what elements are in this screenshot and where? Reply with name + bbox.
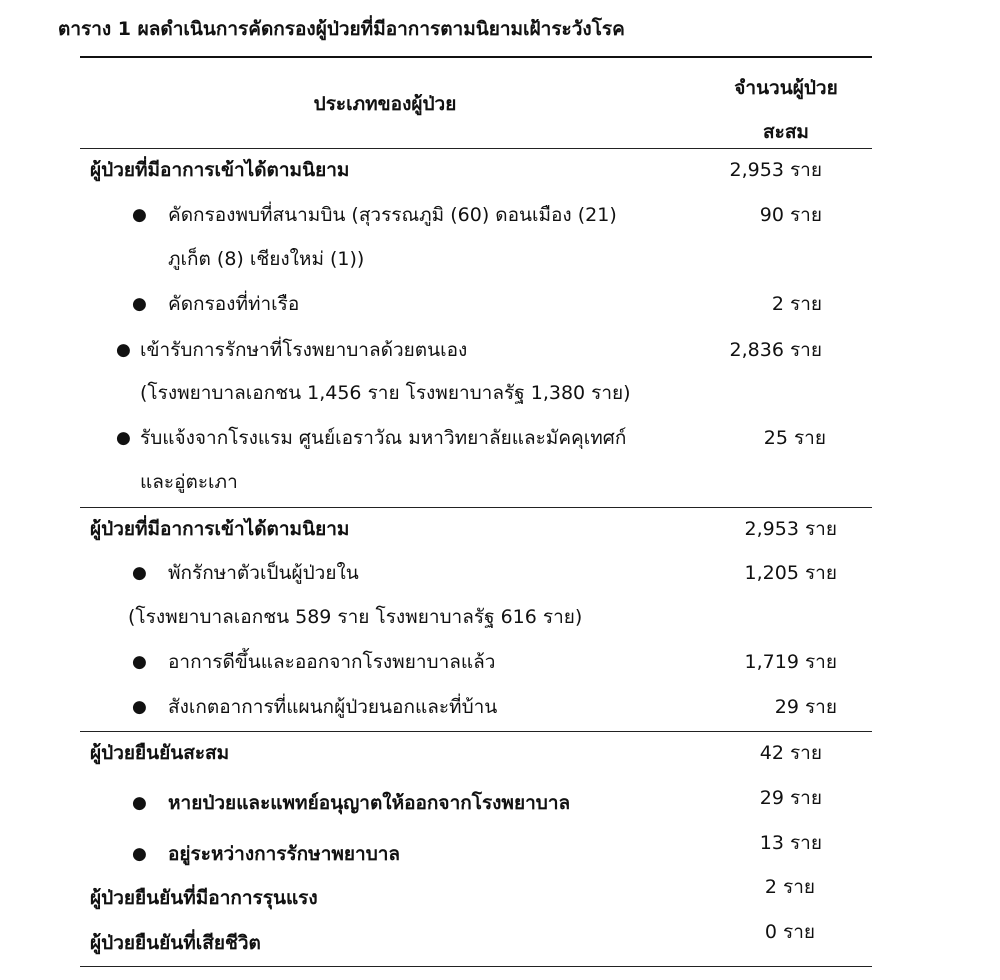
section1-item1-value: 90 ราย [759, 204, 822, 226]
severe-label: ผู้ป่วยยืนยันที่มีอาการรุนแรง [90, 887, 318, 909]
section2-rule [80, 731, 872, 732]
bullet-icon: ● [116, 340, 131, 360]
header-rule [80, 148, 872, 149]
section3-total: 42 ราย [759, 742, 822, 764]
section2-item1-value: 1,205 ราย [744, 562, 837, 584]
section1-item4-line2: และอู่ตะเภา [140, 471, 238, 493]
severe-value: 2 ราย [764, 876, 815, 898]
section2-item1-line2: (โรงพยาบาลเอกชน 589 ราย โรงพยาบาลรัฐ 616 ราย) [128, 606, 583, 628]
section3-item2-line1: อยู่ระหว่างการรักษาพยาบาล [168, 843, 401, 865]
bullet-icon: ● [132, 563, 147, 583]
section1-item2-line1: คัดกรองที่ท่าเรือ [168, 293, 300, 315]
section2-title: ผู้ป่วยที่มีอาการเข้าได้ตามนิยาม [90, 518, 350, 540]
section3-item2-value: 13 ราย [759, 832, 822, 854]
section2-item3-line1: สังเกตอาการที่แผนกผู้ป่วยนอกและที่บ้าน [168, 696, 498, 718]
section2-item1-line1: พักรักษาตัวเป็นผู้ป่วยใน [168, 562, 359, 584]
section1-item3-value: 2,836 ราย [729, 339, 822, 361]
section2-total: 2,953 ราย [744, 518, 837, 540]
section1-item2-value: 2 ราย [771, 293, 822, 315]
table-top-rule [80, 56, 872, 58]
column-header-cumulative-line1: จำนวนผู้ป่วย [734, 77, 838, 99]
column-header-patient-type: ประเภทของผู้ป่วย [313, 93, 457, 115]
column-header-cumulative-line2: สะสม [763, 121, 809, 143]
section3-title: ผู้ป่วยยืนยันสะสม [90, 742, 230, 764]
bullet-icon: ● [132, 652, 147, 672]
section1-item4-line1: รับแจ้งจากโรงแรม ศูนย์เอราวัณ มหาวิทยาลัยและมัคคุเทศก์ [140, 427, 627, 449]
section2-item3-value: 29 ราย [774, 696, 837, 718]
table-bottom-rule [80, 966, 872, 967]
section1-rule [80, 507, 872, 508]
section1-item3-line2: (โรงพยาบาลเอกชน 1,456 ราย โรงพยาบาลรัฐ 1,380 ราย) [140, 382, 631, 404]
section1-item4-value: 25 ราย [763, 427, 826, 449]
bullet-icon: ● [132, 294, 147, 314]
section1-total: 2,953 ราย [729, 159, 822, 181]
bullet-icon: ● [132, 844, 147, 864]
section3-item1-line1: หายป่วยและแพทย์อนุญาตให้ออกจากโรงพยาบาล [168, 792, 571, 814]
bullet-icon: ● [132, 697, 147, 717]
section1-item1-line1: คัดกรองพบที่สนามบิน (สุวรรณภูมิ (60) ดอนเมือง (21) [168, 204, 617, 226]
section3-item1-value: 29 ราย [759, 787, 822, 809]
section2-item2-line1: อาการดีขึ้นและออกจากโรงพยาบาลแล้ว [168, 651, 496, 673]
deaths-label: ผู้ป่วยยืนยันที่เสียชีวิต [90, 932, 261, 954]
section1-title: ผู้ป่วยที่มีอาการเข้าได้ตามนิยาม [90, 159, 350, 181]
bullet-icon: ● [132, 205, 147, 225]
bullet-icon: ● [116, 428, 131, 448]
bullet-icon: ● [132, 793, 147, 813]
deaths-value: 0 ราย [764, 921, 815, 943]
column-header-cumulative [700, 66, 872, 154]
section1-item3-line1: เข้ารับการรักษาที่โรงพยาบาลด้วยตนเอง [140, 339, 468, 361]
section2-item2-value: 1,719 ราย [744, 651, 837, 673]
section1-item1-line2: ภูเก็ต (8) เชียงใหม่ (1)) [168, 248, 365, 270]
table-caption: ตาราง 1 ผลดำเนินการคัดกรองผู้ป่วยที่มีอาการตามนิยามเฝ้าระวังโรค [58, 18, 625, 40]
